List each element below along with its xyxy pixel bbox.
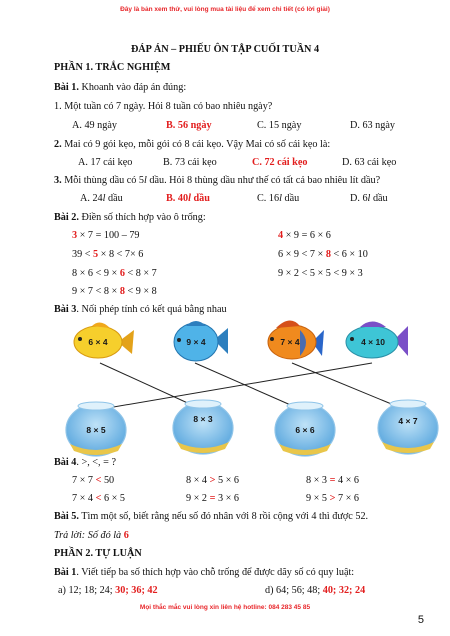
fish-label-2: 9 × 4	[186, 337, 206, 347]
bai2-label: Bài 2.	[54, 212, 79, 223]
q2-question	[54, 138, 330, 151]
bai1-instruction	[54, 81, 186, 94]
bai4-cmp-6: 9 × 5 > 7 × 6	[306, 493, 359, 504]
fish-1	[74, 322, 134, 358]
q2-option-b: B. 73 cái kẹo	[163, 157, 217, 168]
q3-option-a: A. 24l dầu	[80, 193, 123, 204]
bai4-cmp-4: 7 × 4 < 6 × 5	[72, 493, 125, 504]
q3-option-c: C. 16l dầu	[257, 193, 300, 204]
bai4-instruction	[54, 456, 116, 469]
page-number: 5	[417, 614, 424, 626]
q3-text1: Mỗi thùng dầu có 5	[61, 175, 144, 186]
bowl-label-1: 8 × 5	[86, 425, 106, 435]
bowl-label-2: 8 × 3	[193, 414, 213, 424]
q1-option-d: D. 63 ngày	[350, 120, 395, 131]
fish-2	[174, 321, 228, 361]
bai5-text: Tìm một số, biết rằng nếu số đó nhân với 8 rồi cộng với 4 thì được 52.	[78, 511, 369, 522]
bowl-label-4: 4 × 7	[398, 416, 418, 426]
fish-label-4: 4 × 10	[361, 337, 385, 347]
bai4-cmp-5: 9 × 2 = 3 × 6	[186, 493, 239, 504]
p2-bai1-d: d) 64; 56; 48; 40; 32; 24	[265, 585, 366, 596]
q2-label: 2.	[54, 139, 62, 150]
q1-option-b: B. 56 ngày	[166, 120, 212, 131]
fish-4	[346, 322, 408, 359]
bai2-instruction	[54, 211, 206, 224]
bai2-text: Điền số thích hợp vào ô trống:	[78, 212, 206, 223]
fish-3	[268, 320, 324, 359]
bai3-instruction	[54, 303, 227, 316]
fish-label-3: 7 × 4	[280, 337, 300, 347]
bai2-row3-left: 8 × 6 < 9 × 6 < 8 × 7	[72, 268, 157, 279]
p2-bai1-text: . Viết tiếp ba số thích hợp vào chỗ trống để được dãy số có quy luật:	[76, 567, 355, 578]
bai2-row4-left: 9 × 7 < 8 × 8 < 9 × 8	[72, 286, 157, 297]
match-line-4	[96, 363, 372, 410]
bai3-text: . Nối phép tính có kết quả bằng nhau	[76, 304, 227, 315]
q3-text2: dầu. Hỏi 8 thùng dầu như thế có tất cả bao nhiêu lít dầu?	[146, 175, 381, 186]
bowl-1	[66, 402, 126, 456]
p2-bai1-a: a) 12; 18; 24; 30; 36; 42	[58, 585, 158, 596]
matching-illustration	[0, 318, 450, 458]
q3-label: 3.	[54, 175, 62, 186]
q1-question: 1. Một tuần có 7 ngày. Hỏi 8 tuần có bao nhiêu ngày?	[54, 101, 273, 112]
q2-option-d: D. 63 cái kẹo	[342, 157, 397, 168]
bai2-row2-right: 6 × 9 < 7 × 8 < 6 × 10	[278, 249, 368, 260]
q3-option-b: B. 40l dầu	[166, 193, 210, 204]
bai4-cmp-3: 8 × 3 = 4 × 6	[306, 475, 359, 486]
bai2-row1-right: 4 × 9 = 6 × 6	[278, 230, 331, 241]
bowl-4	[378, 400, 438, 454]
q1-option-c: C. 15 ngày	[257, 120, 302, 131]
q2-text: Mai có 9 gói kẹo, mỗi gói có 8 cái kẹo. Vậy Mai có số cái kẹo là:	[61, 139, 331, 150]
p2-bai1-label: Bài 1	[54, 567, 77, 578]
bowl-3	[275, 402, 335, 456]
fish-label-1: 6 × 4	[88, 337, 108, 347]
q2-option-a: A. 17 cái kẹo	[78, 157, 133, 168]
match-lines	[96, 363, 406, 410]
bowl-label-3: 6 × 6	[295, 425, 315, 435]
bai1-label: Bài 1.	[54, 82, 79, 93]
footer-notice: Mọi thắc mắc vui lòng xin liên hệ hotline: 084 283 45 85	[139, 604, 311, 611]
bai5-label: Bài 5.	[54, 511, 79, 522]
header-notice: Đây là bản xem thử, vui lòng mua tài liệu để xem chi tiết (có lời giải)	[120, 6, 330, 13]
q2-option-c: C. 72 cái kẹo	[252, 157, 308, 168]
bai2-row3-right: 9 × 2 < 5 × 5 < 9 × 3	[278, 268, 363, 279]
bai2-row2-left: 39 < 5 × 8 < 7× 6	[72, 249, 144, 260]
bai4-cmp-1: 7 × 7 < 50	[72, 475, 115, 486]
bai3-label: Bài 3	[54, 304, 77, 315]
bai5-answer: Trả lời: Số đó là 6	[54, 530, 129, 541]
bai4-label: Bài 4	[54, 457, 77, 468]
q3-question	[54, 174, 380, 187]
q1-option-a: A. 49 ngày	[72, 120, 117, 131]
bai1-text: Khoanh vào đáp án đúng:	[78, 82, 187, 93]
bai2-row1-left: 3 × 7 = 100 – 79	[72, 230, 140, 241]
p2-bai1-instruction	[54, 566, 354, 579]
page-title: ĐÁP ÁN – PHIẾU ÔN TẬP CUỐI TUẦN 4	[130, 44, 320, 55]
bowl-2	[173, 400, 233, 454]
part2-heading: PHẦN 2. TỰ LUẬN	[54, 548, 142, 559]
bai5-question	[54, 510, 368, 523]
bai4-cmp-2: 8 × 4 > 5 × 6	[186, 475, 239, 486]
bai4-text: . >, <, = ?	[76, 457, 116, 468]
q3-option-d: D. 6l dầu	[350, 193, 388, 204]
part1-heading: PHẦN 1. TRẮC NGHIỆM	[54, 62, 171, 73]
q3-unit: l	[143, 175, 147, 186]
